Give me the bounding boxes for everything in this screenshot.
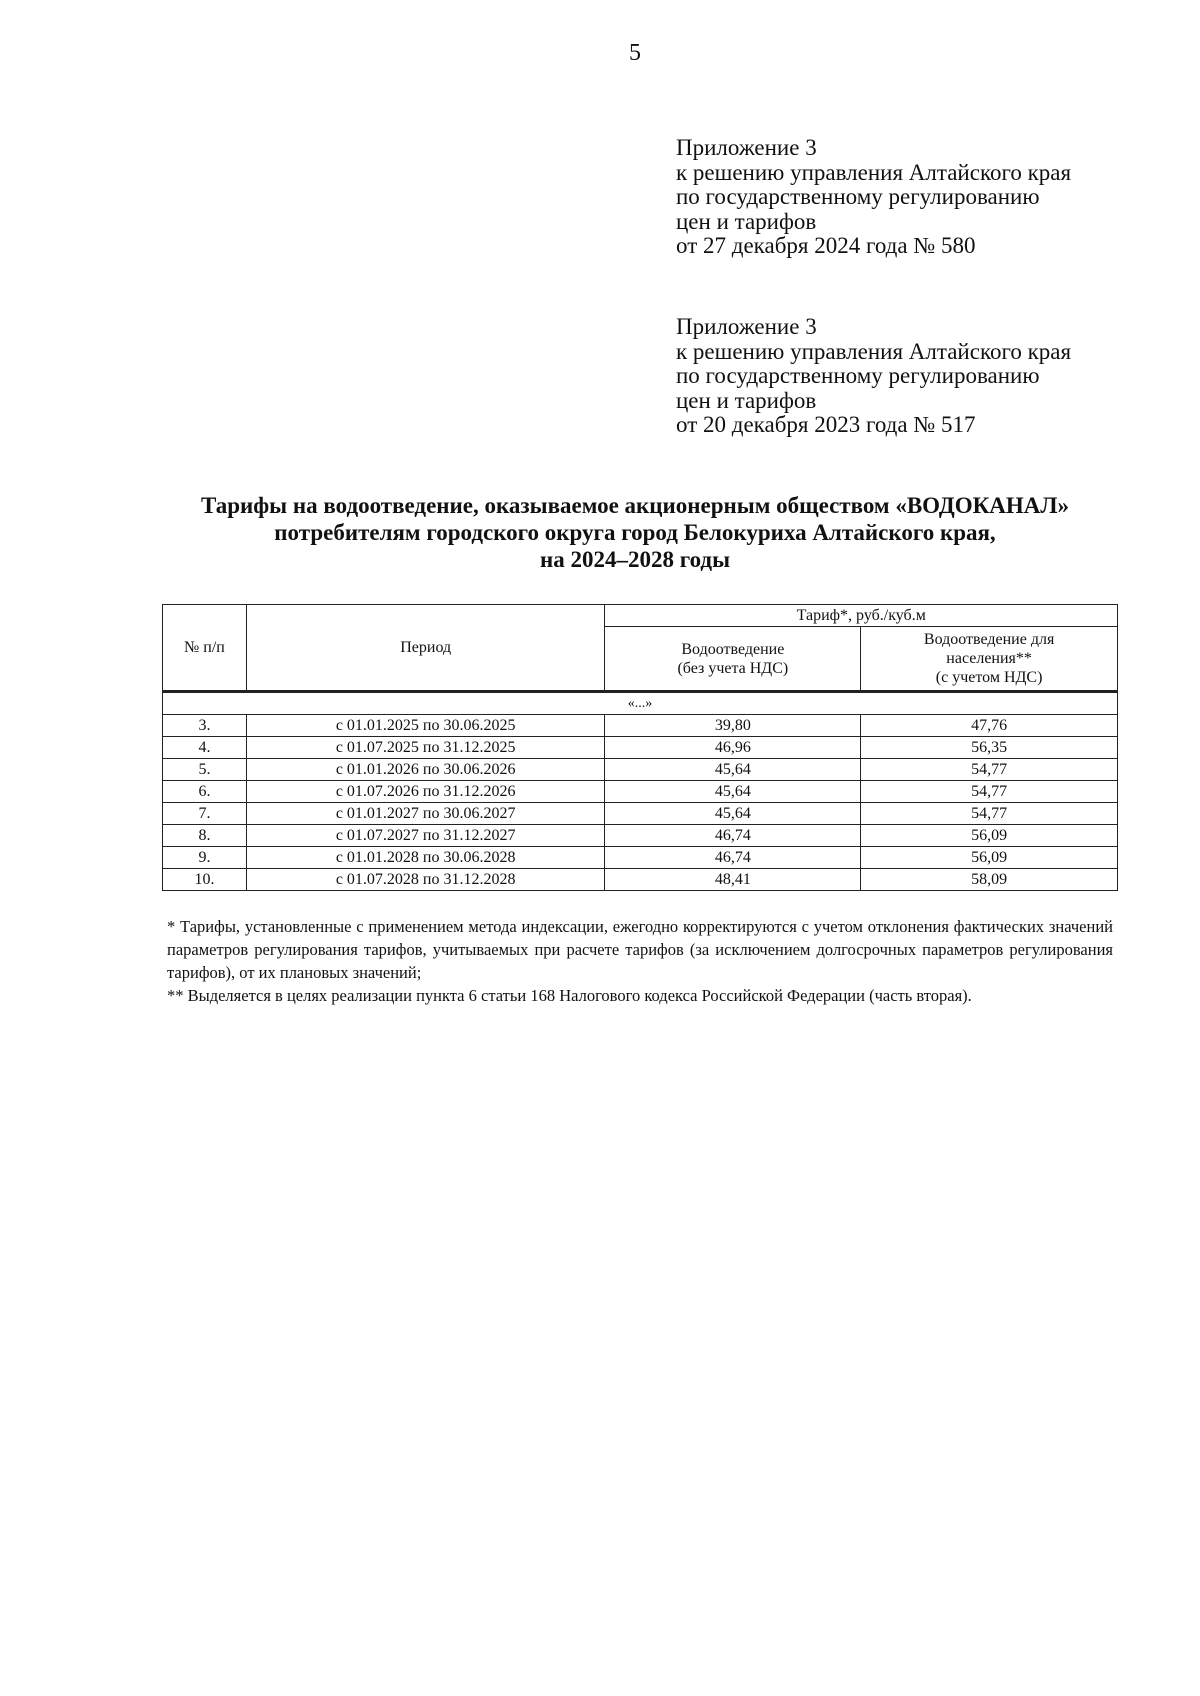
tariff-excl-vat-cell: 45,64 xyxy=(605,759,861,781)
footnote-1: * Тарифы, установленные с применением метода индексации, ежегодно корректируются с учетом отклонения фактических значений параметров регулирования тарифов, учитываемых при расчете тарифов (за исключением долгосрочных параметров регулирования тарифов), от их плановых значений; xyxy=(167,917,1113,982)
period-cell: с 01.01.2027 по 30.06.2027 xyxy=(246,803,605,825)
row-number-cell: 6. xyxy=(163,781,247,803)
period-cell: с 01.01.2028 по 30.06.2028 xyxy=(246,847,605,869)
tariff-population-cell: 54,77 xyxy=(861,803,1118,825)
header-wastewater-excl-vat xyxy=(605,627,861,692)
tariff-excl-vat-cell: 45,64 xyxy=(605,803,861,825)
appendix-line: Приложение 3 xyxy=(676,314,817,339)
table-row xyxy=(163,781,1118,803)
tariff-population-cell: 56,09 xyxy=(861,825,1118,847)
tariff-excl-vat-cell: 46,74 xyxy=(605,825,861,847)
appendix-line: цен и тарифов xyxy=(676,387,817,413)
period-cell: с 01.07.2027 по 31.12.2027 xyxy=(246,825,605,847)
table-row xyxy=(163,715,1118,737)
tariff-population-cell: 56,09 xyxy=(861,847,1118,869)
header-text: населения** xyxy=(946,650,1032,667)
row-number-cell: 3. xyxy=(163,715,247,737)
tariff-population-cell: 54,77 xyxy=(861,781,1118,803)
period-cell: с 01.07.2025 по 31.12.2025 xyxy=(246,737,605,759)
tariff-table xyxy=(162,604,1118,891)
tariff-population-cell: 58,09 xyxy=(861,869,1118,891)
header-text: (с учетом НДС) xyxy=(935,669,1043,686)
tariff-population-cell: 56,35 xyxy=(861,737,1118,759)
tariff-population-cell: 54,77 xyxy=(861,759,1118,781)
tariff-excl-vat-cell: 46,74 xyxy=(605,847,861,869)
header-text: Водоотведение для xyxy=(923,631,1055,648)
table-row xyxy=(163,737,1118,759)
header-period: Период xyxy=(246,605,605,692)
row-number-cell: 4. xyxy=(163,737,247,759)
appendix-line: от 27 декабря 2024 года № 580 xyxy=(676,233,976,258)
appendix-line: по государственному регулированию xyxy=(676,363,1040,388)
title-line: Тарифы на водоотведение, оказываемое акционерным обществом «ВОДОКАНАЛ» xyxy=(200,493,1070,518)
appendix-line: Приложение 3 xyxy=(676,135,817,160)
period-cell: с 01.07.2026 по 31.12.2026 xyxy=(246,781,605,803)
table-row xyxy=(163,803,1118,825)
table-row xyxy=(163,847,1118,869)
tariff-excl-vat-cell: 46,96 xyxy=(605,737,861,759)
appendix-line: к решению управления Алтайского края xyxy=(676,159,1072,185)
table-row xyxy=(163,869,1118,891)
tariff-population-cell: 47,76 xyxy=(861,715,1118,737)
header-number: № п/п xyxy=(163,605,247,692)
row-number-cell: 7. xyxy=(163,803,247,825)
period-cell: с 01.01.2026 по 30.06.2026 xyxy=(246,759,605,781)
period-cell: с 01.01.2025 по 30.06.2025 xyxy=(246,715,605,737)
period-cell: с 01.07.2028 по 31.12.2028 xyxy=(246,869,605,891)
row-number-cell: 5. xyxy=(163,759,247,781)
table-ellipsis-row xyxy=(163,692,1118,715)
header-wastewater-population xyxy=(861,627,1118,692)
row-number-cell: 9. xyxy=(163,847,247,869)
tariff-excl-vat-cell: 48,41 xyxy=(605,869,861,891)
appendix-line: к решению управления Алтайского края xyxy=(676,338,1072,364)
ellipsis-cell: «...» xyxy=(163,692,1118,715)
table-header-row xyxy=(163,605,1118,627)
table-row xyxy=(163,825,1118,847)
row-number-cell: 8. xyxy=(163,825,247,847)
appendix-block-2024 xyxy=(676,136,1071,259)
tariff-excl-vat-cell: 39,80 xyxy=(605,715,861,737)
appendix-line: цен и тарифов xyxy=(676,208,817,234)
header-tariff-group: Тариф*, руб./куб.м xyxy=(605,605,1118,627)
appendix-line: по государственному регулированию xyxy=(676,184,1040,209)
title-line: на 2024–2028 годы xyxy=(539,547,731,572)
document-title xyxy=(160,492,1110,573)
table-body xyxy=(163,715,1118,891)
tariff-excl-vat-cell: 45,64 xyxy=(605,781,861,803)
title-line: потребителям городского округа город Белокуриха Алтайского края, xyxy=(274,520,996,545)
table-row xyxy=(163,759,1118,781)
header-text: Водоотведение xyxy=(681,640,785,658)
header-text: (без учета НДС) xyxy=(677,659,789,677)
footnote-2: ** Выделяется в целях реализации пункта 6 статьи 168 Налогового кодекса Российской Федерации (часть вторая). xyxy=(167,986,972,1005)
appendix-line: от 20 декабря 2023 года № 517 xyxy=(676,412,976,437)
page-number: 5 xyxy=(629,40,641,66)
row-number-cell: 10. xyxy=(163,869,247,891)
footnotes xyxy=(167,915,1113,1007)
appendix-block-2023 xyxy=(676,315,1071,438)
